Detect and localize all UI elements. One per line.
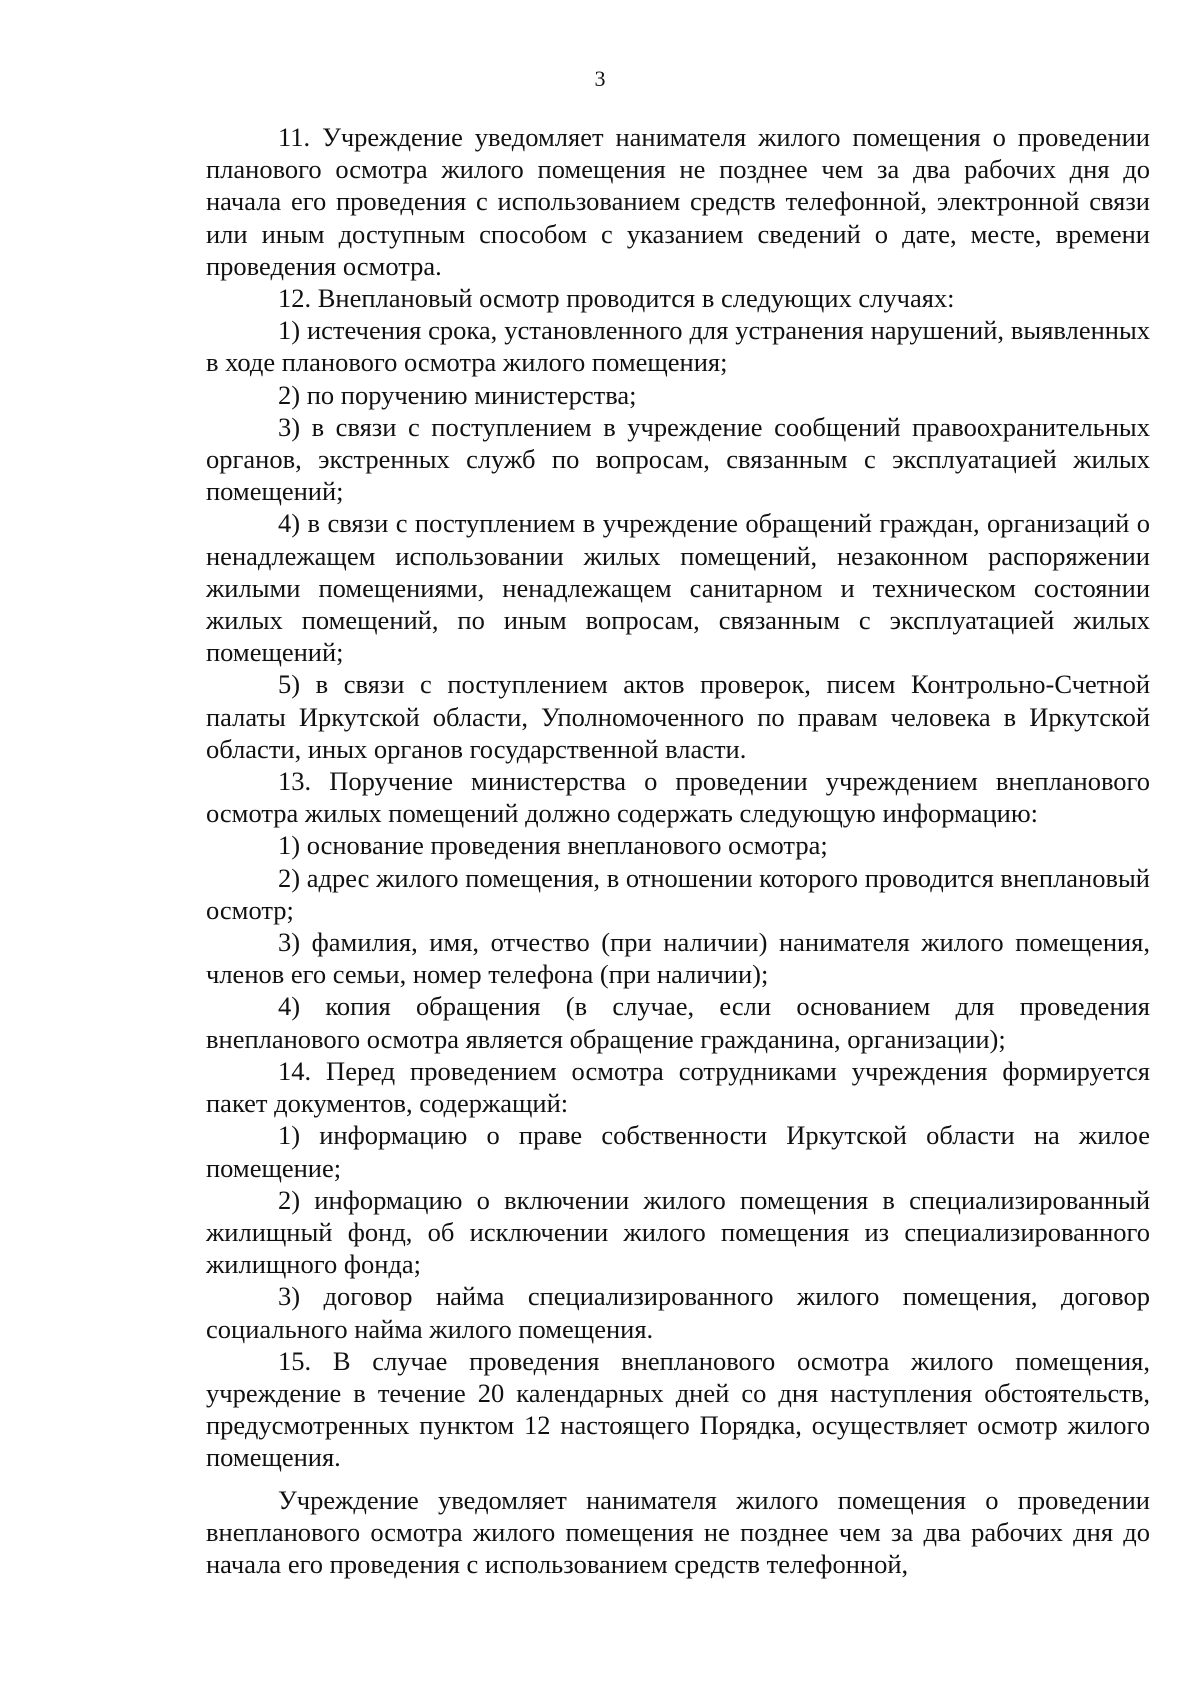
paragraph-15: 15. В случае проведения внепланового осмотра жилого помещения, учреждение в течение 20 календарных дней со дня наступления обстоятельств, предусмотренных пунктом 12 настоящего Порядка, осуществляет осмотр жилого помещения. [206, 1345, 1150, 1473]
paragraph-11: 11. Учреждение уведомляет нанимателя жилого помещения о проведении планового осмотра жилого помещения не позднее чем за два рабочих дня до начала его проведения с использованием средств телефонной, электронной связи или иным доступным способом с указанием сведений о дате, месте, времени проведения осмотра. [206, 122, 1150, 281]
paragraph-13-item-4: 4) копия обращения (в случае, если основанием для проведения внепланового осмотра является обращение гражданина, организации); [206, 991, 1150, 1054]
paragraph-15-continuation: Учреждение уведомляет нанимателя жилого помещения о проведении внепланового осмотра жилого помещения не позднее чем за два рабочих дня до начала его проведения с использованием средств телефонной, [206, 1484, 1150, 1579]
paragraph-14-item-3: 3) договор найма специализированного жилого помещения, договор социального найма жилого помещения. [206, 1281, 1150, 1344]
paragraph-12-item-1: 1) истечения срока, установленного для устранения нарушений, выявленных в ходе планового осмотра жилого помещения; [206, 315, 1150, 378]
paragraph-13: 13. Поручение министерства о проведении учреждением внепланового осмотра жилых помещений должно содержать следующую информацию: [206, 766, 1150, 829]
paragraph-14: 14. Перед проведением осмотра сотрудниками учреждения формируется пакет документов, содержащий: [206, 1055, 1150, 1119]
paragraph-12-item-3: 3) в связи с поступлением в учреждение сообщений правоохранительных органов, экстренных служб по вопросам, связанным с эксплуатацией жилых помещений; [206, 411, 1150, 507]
page-number: 3 [594, 66, 606, 91]
paragraph-13-item-2: 2) адрес жилого помещения, в отношении которого проводится внеплановый осмотр; [206, 862, 1150, 925]
paragraph-14-item-1: 1) информацию о праве собственности Иркутской области на жилое помещение; [206, 1120, 1150, 1183]
paragraph-12-item-2: 2) по поручению министерства; [278, 379, 637, 410]
paragraph-12-item-4: 4) в связи с поступлением в учреждение обращений граждан, организаций о ненадлежащем использовании жилых помещений, незаконном распоряжении жилыми помещениями, ненадлежащем санитарном и техническом состоянии жилых помещений, по иным вопросам, связанным с эксплуатацией жилых помещений; [206, 508, 1150, 668]
paragraph-13-item-3: 3) фамилия, имя, отчество (при наличии) нанимателя жилого помещения, членов его семьи, номер телефона (при наличии); [206, 927, 1150, 990]
paragraph-12-item-5: 5) в связи с поступлением актов проверок, писем Контрольно-Счетной палаты Иркутской области, Уполномоченного по правам человека в Иркутской области, иных органов государственной власти. [206, 669, 1150, 764]
paragraph-13-item-1: 1) основание проведения внепланового осмотра; [278, 830, 828, 861]
document-body [206, 121, 1150, 1580]
paragraph-12: 12. Внеплановый осмотр проводится в следующих случаях: [278, 283, 955, 314]
paragraph-14-item-2: 2) информацию о включении жилого помещения в специализированный жилищный фонд, об исключении жилого помещения из специализированного жилищного фонда; [206, 1184, 1150, 1280]
